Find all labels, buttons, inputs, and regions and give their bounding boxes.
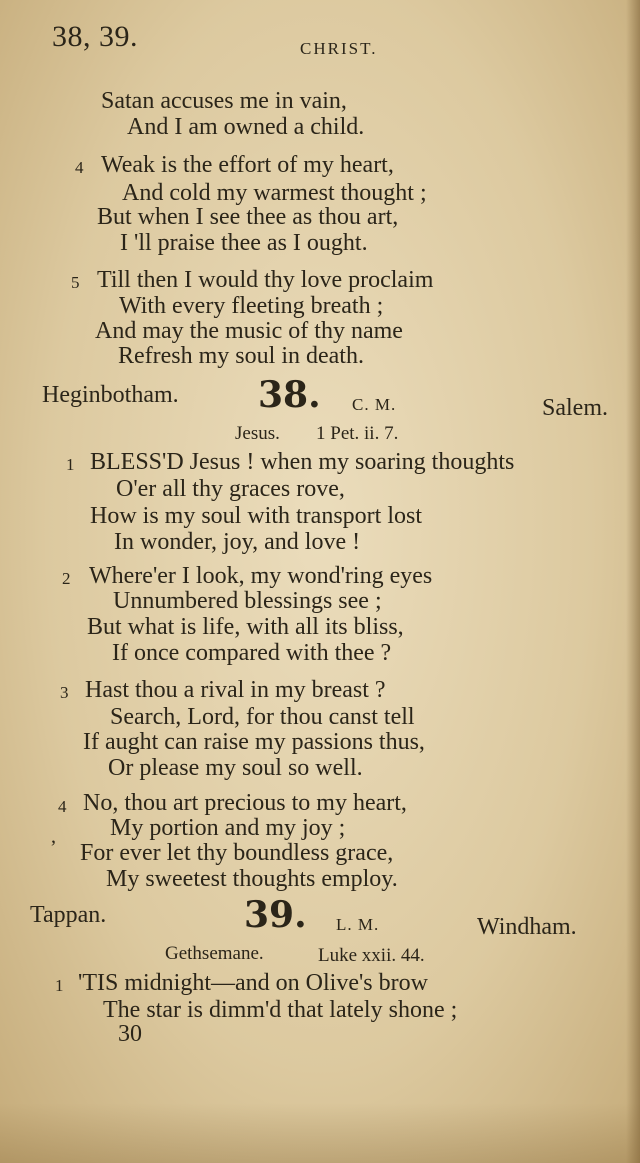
- hymn39-number: 39.: [244, 894, 307, 936]
- verse-line: If once compared with thee ?: [112, 640, 392, 666]
- hymn39-reference: Luke xxii. 44.: [318, 945, 425, 966]
- verse-number: 3: [60, 683, 69, 702]
- verse-number: 1: [66, 455, 75, 474]
- verse-line: 'TIS midnight—and on Olive's brow: [78, 970, 428, 996]
- verse-line: No, thou art precious to my heart,: [83, 790, 407, 816]
- verse-line: But what is life, with all its bliss,: [87, 614, 404, 640]
- verse-line: With every fleeting breath ;: [119, 293, 384, 319]
- verse-number: 4: [58, 797, 67, 816]
- verse-line: Weak is the effort of my heart,: [101, 152, 394, 178]
- verse-number: 5: [71, 273, 80, 292]
- hymn38-reference: 1 Pet. ii. 7.: [316, 423, 399, 444]
- verse-line: The star is dimm'd that lately shone ;: [103, 997, 458, 1023]
- hymn39-author: Tappan.: [30, 902, 107, 928]
- verse-line: And may the music of thy name: [95, 318, 403, 344]
- hymn39-meter: L. M.: [336, 915, 380, 934]
- verse-line: How is my soul with transport lost: [90, 503, 423, 529]
- hymn38-meter: C. M.: [352, 395, 397, 414]
- verse-line: Or please my soul so well.: [108, 755, 363, 781]
- verse-line: If aught can raise my passions thus,: [83, 729, 425, 755]
- page-bottom-shadow: [0, 1103, 640, 1163]
- verse-line: Till then I would thy love proclaim: [97, 267, 434, 293]
- verse-line: O'er all thy graces rove,: [116, 476, 345, 502]
- verse-line: But when I see thee as thou art,: [97, 204, 399, 230]
- verse-line: Where'er I look, my wond'ring eyes: [89, 563, 433, 589]
- verse-line: BLESS'D Jesus ! when my soaring thoughts: [90, 449, 515, 475]
- verse-line: For ever let thy boundless grace,: [80, 840, 394, 866]
- hymn39-subject: Gethsemane.: [165, 943, 264, 964]
- verse-number: 4: [75, 158, 84, 177]
- stray-mark: ʼ: [50, 837, 57, 859]
- hymn38-number: 38.: [258, 374, 321, 416]
- verse-line: And cold my warmest thought ;: [122, 180, 427, 206]
- verse-line: I 'll praise thee as I ought.: [120, 230, 368, 256]
- verse-number: 2: [62, 569, 71, 588]
- hymn38-tune: Salem.: [542, 395, 608, 421]
- verse-line: Search, Lord, for thou canst tell: [110, 704, 415, 730]
- footer-page-number: 30: [118, 1021, 142, 1047]
- verse-line: Refresh my soul in death.: [118, 343, 364, 369]
- verse-line: Hast thou a rival in my breast ?: [85, 677, 386, 703]
- verse-line: My sweetest thoughts employ.: [106, 866, 398, 892]
- header-section-title: CHRIST.: [300, 39, 378, 58]
- header-page-numbers: 38, 39.: [52, 20, 138, 53]
- verse-line: Unnumbered blessings see ;: [113, 588, 382, 614]
- hymn38-subject: Jesus.: [235, 423, 280, 444]
- hymn38-author: Heginbotham.: [42, 382, 179, 408]
- verse-line: In wonder, joy, and love !: [114, 529, 361, 555]
- hymn37-line: And I am owned a child.: [127, 114, 365, 140]
- verse-number: 1: [55, 976, 64, 995]
- page-edge-shadow: [626, 0, 640, 1163]
- hymn37-line: Satan accuses me in vain,: [101, 88, 347, 114]
- hymn39-tune: Windham.: [477, 914, 577, 940]
- verse-line: My portion and my joy ;: [110, 815, 346, 841]
